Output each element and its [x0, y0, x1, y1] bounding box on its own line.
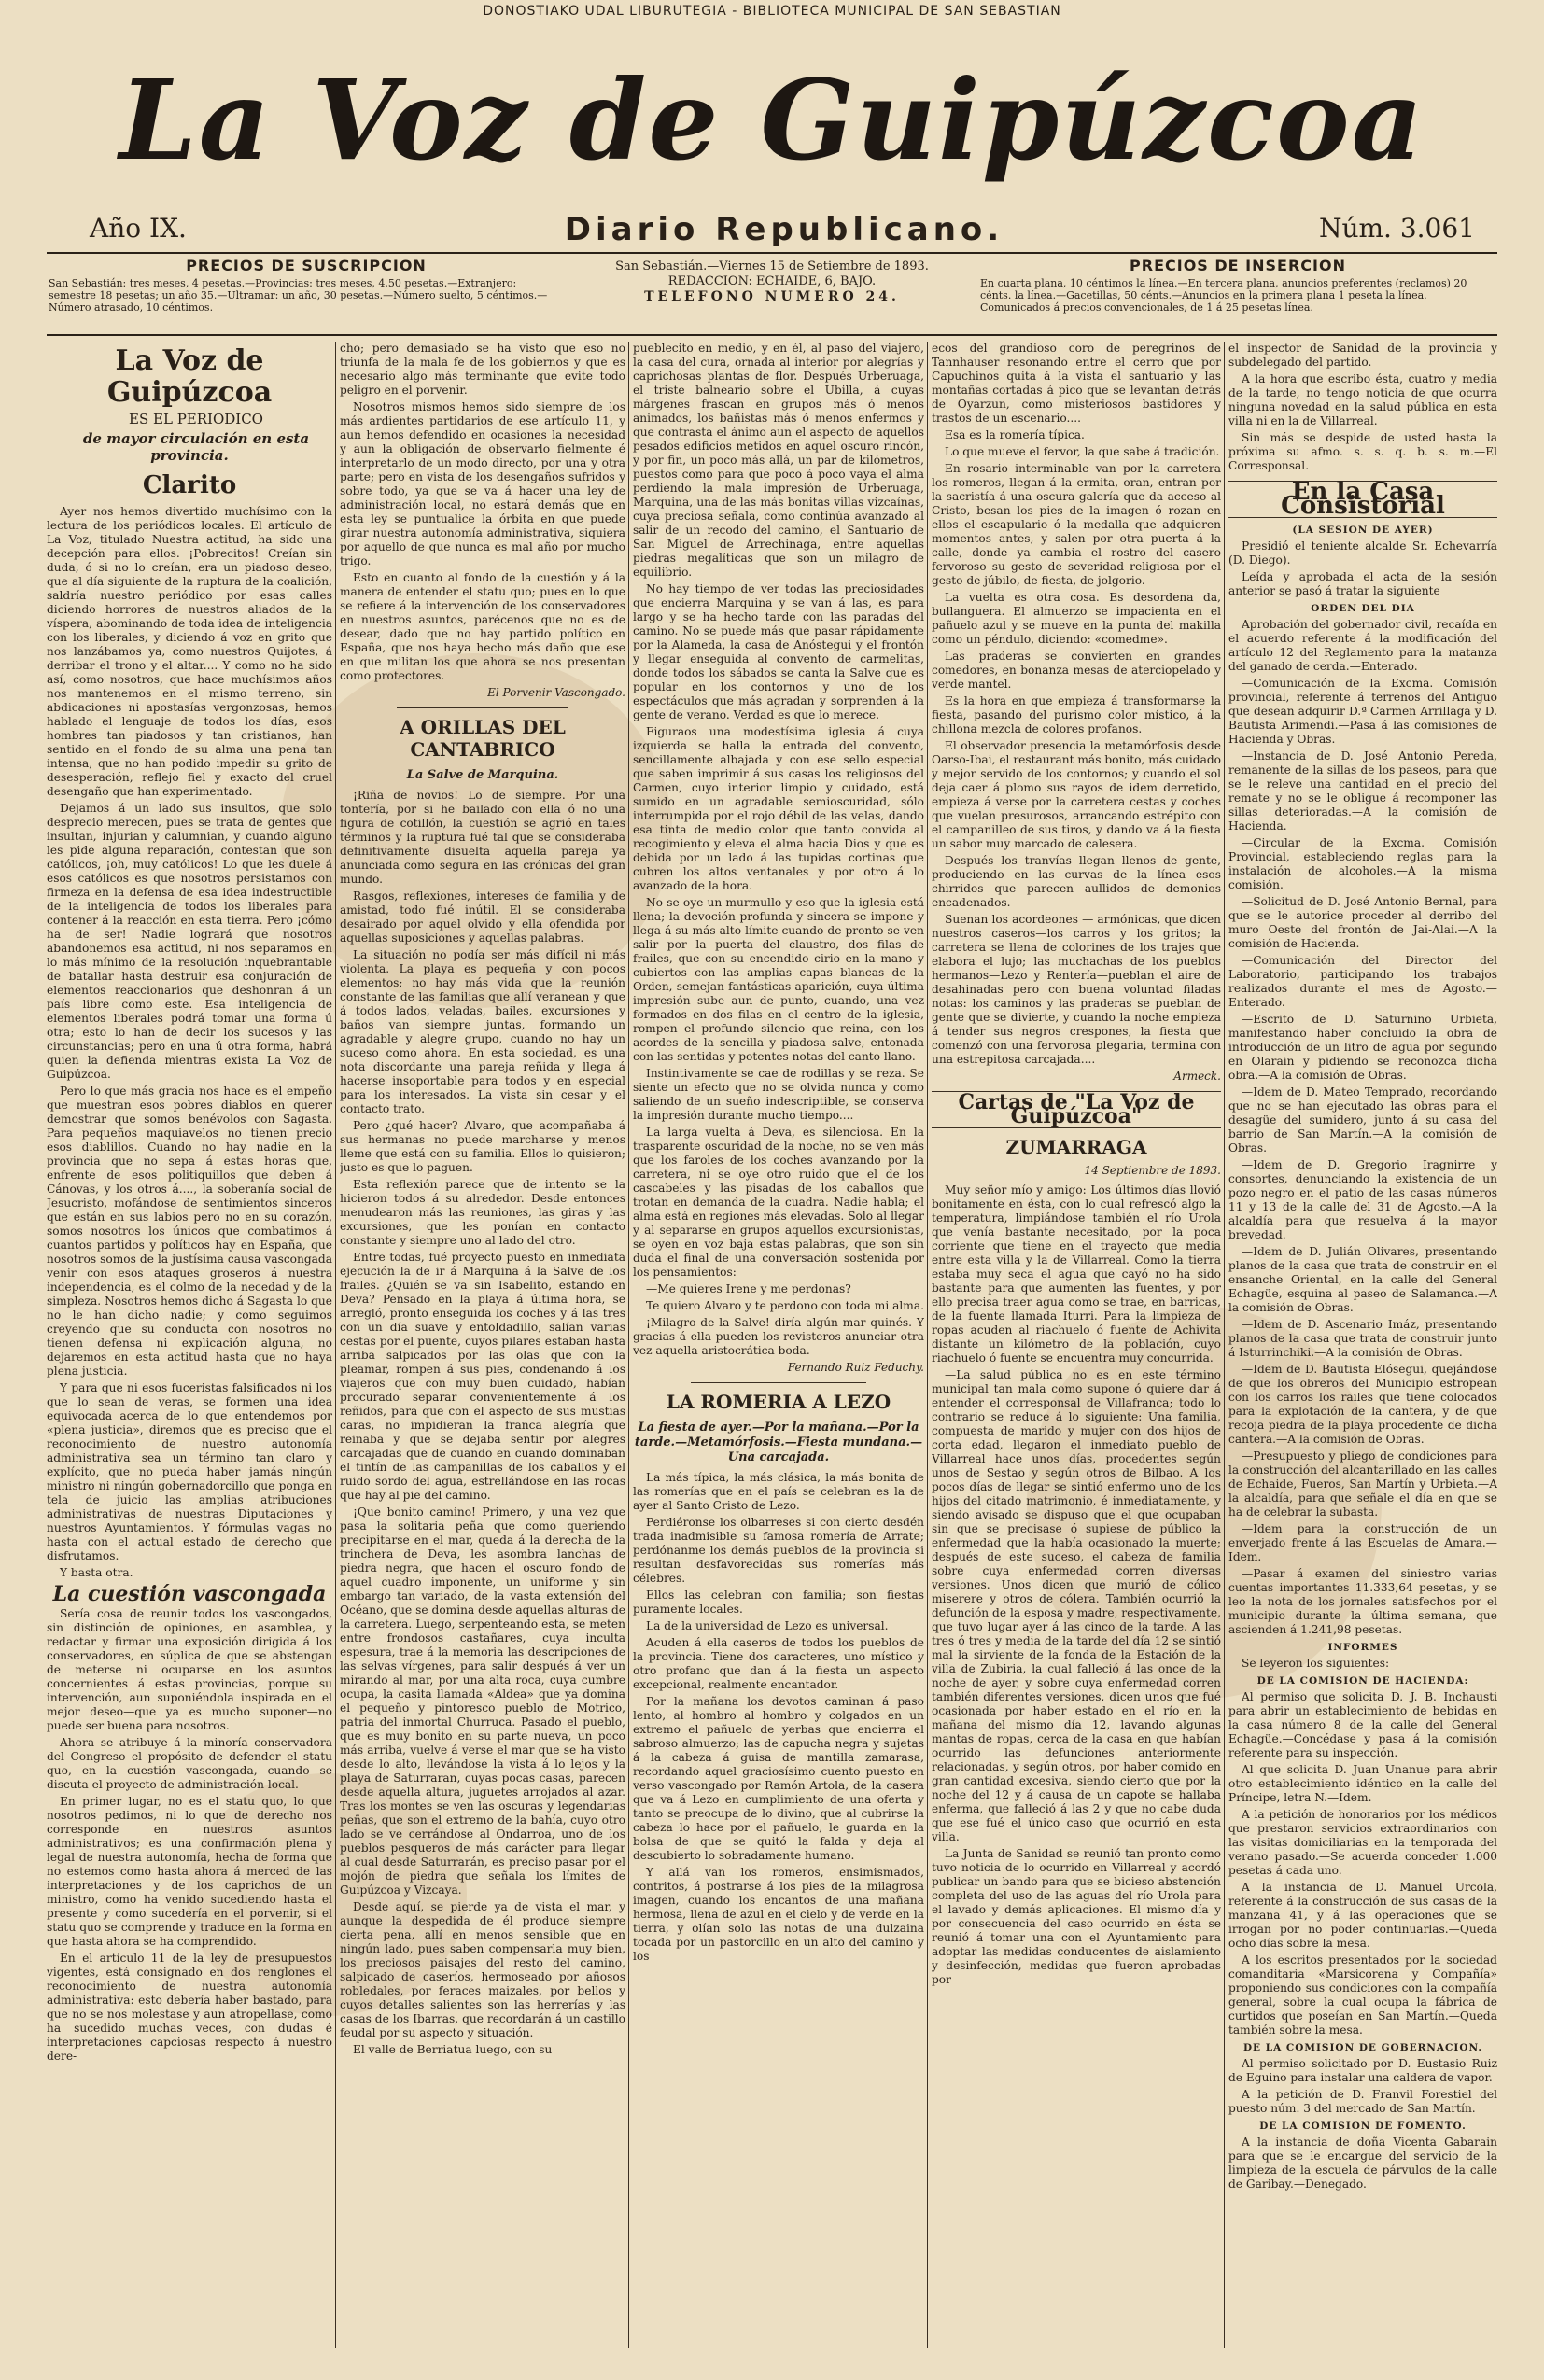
edition-date: San Sebastián.—Viernes 15 de Setiembre de 1893. — [615, 259, 929, 273]
article-paragraph: Después los tranvías llegan llenos de gente, produciendo en las curvas de la línea esos chirridos que parecen aullidos de demonios encadenados. — [932, 854, 1221, 909]
article-paragraph: Las praderas se convierten en grandes comedores, en bonanza mesas de aterciopelado y verde mantel. — [932, 650, 1221, 691]
article-paragraph: A la instancia de doña Vicenta Gabarain para que se le encargue del servicio de la limpieza de la escuela de párvulos de la calle de Garibay.—Denegado. — [1228, 2135, 1497, 2191]
article-paragraph: Esta reflexión parece que de intento se la hicieron todos á su alrededor. Desde entonces menudearon más las reuniones, las giras y las excursiones, que les ponían en contacto constante y siempre uno al lado del otro. — [340, 1178, 625, 1247]
article-paragraph: —Idem de D. Mateo Temprado, recordando que no se han ejecutado las obras para el desagüe del sumidero, junto á su casa del barrio de San Martín.—A la comisión de Obras. — [1228, 1085, 1497, 1155]
article-subheading: DE LA COMISION DE GOBERNACION. — [1242, 2042, 1483, 2053]
article-paragraph: ¡Milagro de la Salve! diría algún mar quinés. Y gracias á ella pueden los revisteros anunciar otra vez aquella aristocrática boda. — [633, 1316, 924, 1357]
article-paragraph: —Comunicación de la Excma. Comisión provincial, referente á terrenos del Antiguo que desean adquirir D.ª Carmen Arrillaga y D. Bautista Arimendi.—Pasa á las comisiones de Hacienda y Obras. — [1228, 677, 1497, 746]
article-paragraph: Al que solicita D. Juan Unanue para abrir otro establecimiento idéntico en la calle del Príncipe, letra N.—Idem. — [1228, 1763, 1497, 1804]
article-paragraph: —Solicitud de D. José Antonio Bernal, para que se le autorice proceder al derribo del muro Oeste del frontón de Jai-Alai.—A la comisión de Hacienda. — [1228, 895, 1497, 950]
article-paragraph: Perdiéronse los olbarreses si con cierto desdén trada inadmisible su famosa romería de Arrate; perdónanme los demás pueblos de la provincia si resultan desfavorecidas sus romerías más célebres. — [633, 1516, 924, 1585]
column-1 — [47, 342, 332, 2348]
article-title-clarito: Clarito — [142, 471, 237, 499]
article-paragraph: Presidió el teniente alcalde Sr. Echevarría (D. Diego). — [1228, 539, 1497, 567]
article-paragraph: A la petición de D. Franvil Forestiel del puesto núm. 3 del mercado de San Martín. — [1228, 2088, 1497, 2115]
article-paragraph: Instintivamente se cae de rodillas y se reza. Se siente un efecto que no se olvida nunca y como saliendo de un sueño indescriptible, se conserva la impresión durante mucho tiempo.... — [633, 1067, 924, 1122]
article-paragraph: Y para que ni esos fuceristas falsificados ni los que lo sean de veras, se formen una idea equivocada acerca de lo que entendemos por «plena justicia», diremos que es preciso que el reconocimiento de nuestro autonomía administrativa sea un término tan claro y explícito, que no pueda haber jamás ningún ministro ni ningún gobernadorcillo que ponga en tela de juicio las amplias atribuciones administrativas de nuestras Diputaciones y nuestros Ayuntamientos. Y fórmulas vagas no hasta con el actual estado de derecho que disfrutamos. — [47, 1381, 332, 1562]
article-paragraph: Ayer nos hemos divertido muchísimo con la lectura de los periódicos locales. El artículo de La Voz, titulado Nuestra actitud, ha sido una decepción para ellos. ¡Pobrecitos! Creían sin duda, ó si no lo creían, era un piadoso deseo, que al día siguiente de la ruptura de la coalición, saldría nuestro periódico por esas calles diciendo horrores de nuestros aliados de la víspera, abominando de toda idea de inteligencia con los liberales, y diciendo á voz en grito que nos lanzábamos ya, como nuestros Quijotes, á derribar el trono y el altar.... Y como no ha sido así, como nosotros, que hace muchísimos años nos mantenemos en el mismo terreno, sin abdicaciones ni apostasías vergonzosas, hemos hablado el lenguaje de todos los días, esos hombres tan piadosos y tan cristianos, han sentido en el fondo de su alma una pena tan intensa, que no han podido impedir su grito de desesperación, reflejo fiel y exacto del cruel desengaño que han experimentado. — [47, 505, 332, 798]
article-paragraph: Aprobación del gobernador civil, recaída en el acuerdo referente á la modificación del artículo 12 del Reglamento para la matanza del ganado de cerda.—Enterado. — [1228, 618, 1497, 673]
article-paragraph: Pero ¿qué hacer? Alvaro, que acompañaba á sus hermanas no puede marcharse y menos lleme que está con su familia. Ellos lo quisieron; justo es que lo paguen. — [340, 1119, 625, 1174]
article-author: Fernando Ruiz Feduchy. — [787, 1361, 924, 1374]
article-paragraph: —Idem de D. Julián Olivares, presentando planos de la casa que trata de construir en el ensanche Oriental, en la calle del General Echagüe, esquina al paseo de Salamanca.—A la comisión de Obras. — [1228, 1245, 1497, 1314]
article-paragraph: La más típica, la más clásica, la más bonita de las romerías que en el país se celebran es la de ayer al Santo Cristo de Lezo. — [633, 1471, 924, 1512]
article-subheading: (LA SESION DE AYER) — [1292, 525, 1434, 536]
article-paragraph: Te quiero Alvaro y te perdono con toda mi alma. — [646, 1299, 924, 1312]
article-subtitle: La fiesta de ayer.—Por la mañana.—Por la tarde.—Metamórfosis.—Fiesta mundana.—Una carcajada. — [634, 1421, 923, 1464]
article-paragraph: Es la hora en que empieza á transformarse la fiesta, pasando del purismo color místico, á la chillona mezcla de colores profanos. — [932, 694, 1221, 735]
article-paragraph: Ellos las celebran con familia; son fiestas puramente locales. — [633, 1589, 924, 1616]
article-author: Armeck. — [1173, 1070, 1221, 1083]
article-paragraph: Se leyeron los siguientes: — [1242, 1657, 1390, 1670]
article-title-orillas-cantabrico: A ORILLAS DEL CANTABRICO — [400, 716, 566, 761]
article-source: El Porvenir Vascongado. — [487, 686, 625, 699]
promo-line: de mayor circulación en esta provincia. — [82, 430, 310, 464]
article-subtitle: La Salve de Marquina. — [406, 768, 559, 782]
article-paragraph: Leída y aprobada el acta de la sesión anterior se pasó á tratar la siguiente — [1228, 570, 1497, 597]
column-2 — [340, 342, 625, 2348]
section-title-cartas: Cartas de "La Voz de Guipúzcoa" — [932, 1091, 1221, 1128]
article-paragraph: ¡Que bonito camino! Primero, y una vez que pasa la solitaria peña que como queriendo precipitarse en el mar, queda á la derecha de la trinchera de Deva, les asombra lanchas de piedra negra, que hacen el oscuro fondo de aquel cuadro imponente, un uniforme y sin embargo tan variado, de la vasta extensión del Océano, que se domina desde aquellas alturas de la carretera. Luego, serpenteando esta, se meten entre frondosos castañares, cuya inculta espesura, trae á la memoria las descripciones de las selvas vírgenes, para salir después á ver un mirando al mar, por una alta roca, cuya cumbre ocupa, la casita llamada «Aldea» que ya domina el pequeño y pintoresco pueblo de Motrico, patria del inmortal Churruca. Pasado el pueblo, que es muy bonito en su parte nueva, un poco más arriba, vuelve á verse el mar que se ha visto desde lo alto, llevándose la vista á lo lejos y la playa de Saturraran, cuyas pocas casas, parecen desde aquella altura, juguetes arrojados al azar. Tras los montes se ven las oscuras y legendarias peñas, que son el extremo de la bahía, cuyo otro lado se ve cerrándose al Ondarroa, uno de los pueblos pesqueros de más carácter para llegar al cual desde Saturrarán, es preciso pasar por el mojón de piedra que señala los límites de Guipúzcoa y Vizcaya. — [340, 1505, 625, 1897]
archive-source-line: DONOSTIAKO UDAL LIBURUTEGIA - BIBLIOTECA MUNICIPAL DE SAN SEBASTIAN — [483, 4, 1061, 19]
article-paragraph: La vuelta es otra cosa. Es desordena da, bullanguera. El almuerzo se impacienta en el pañuelo azul y se mueve en la punta del makilla como un péndulo, diciendo: «comedme». — [932, 591, 1221, 646]
article-paragraph: —Instancia de D. José Antonio Pereda, remanente de la sillas de los paseos, para que se le releve una cantidad en el precio del remate y no se le obligue á recomponer las sillas deterioradas.—A la comisión de Hacienda. — [1228, 749, 1497, 833]
article-paragraph: —Idem de D. Ascenario Imáz, presentando planos de la casa que trata de construir junto á Isturrinchiki.—A la comisión de Obras. — [1228, 1318, 1497, 1359]
article-paragraph: Suenan los acordeones — armónicas, que dicen nuestros caseros—los carros y los gritos; la carretera se llena de colorines de los trajes que elabora el lujo; las muchachas de los pueblos hermanos—Lezo y Rentería—pueblan el aire de desahinadas pero con buena voluntad filadas notas: los caminos y las praderas se pueblan de gente que se divierte, y cuando la noche empieza á tender sus negros crespones, la fiesta que comenzó con una fervorosa plegaria, termina con una estrepitosa carcajada.... — [932, 913, 1221, 1066]
article-paragraph: Sin más se despide de usted hasta la próxima su afmo. s. s. q. b. s. m.—El Corresponsal. — [1228, 431, 1497, 472]
article-paragraph: Esto en cuanto al fondo de la cuestión y á la manera de entender el statu quo; pues en lo que se refiere á la intervención de los conservadores en nuestros asuntos, parécenos que no es de desear, dado que no hay partido político en España, que nos haya hecho más daño que ese en que militan los que ahora se nos presentan como protectores. — [340, 571, 625, 682]
article-paragraph: pueblecito en medio, y en él, al paso del viajero, la casa del cura, ornada al interior por alegrías y caprichosas plantas de flor. Después Urberuaga, el triste balneario sobre el Ubilla, á cuyas márgenes frascan en grupos más ó menos animados, los bañistas más ó menos enfermos y que contrasta el ánimo aun el aspecto de aquellos pesados edificios metidos en aquel oscuro rincón, y por fin, un poco más allá, un par de kilómetros, puestos como para que poco á poco vaya el alma perdiendo la mala impresión de Urberuaga, Marquina, una de las más bonitas villas vizcaínas, cuya preciosa señala, como continúa avanzado al salir de un recodo del camino, el Santuario de San Miguel de Arrechinaga, entre aquellas piedras megalíticas que son un milagro de equilibrio. — [633, 342, 924, 579]
article-paragraph: el inspector de Sanidad de la provincia y subdelegado del partido. — [1228, 342, 1497, 369]
advertising-prices-title: PRECIOS DE INSERCION — [1130, 257, 1346, 274]
article-paragraph: A los escritos presentados por la sociedad comanditaria «Marsicorena y Compañía» proponiendo sus condiciones con la compañía general, sobre la cual ocupa la fábrica de curtidos que poseían en San Martín.—Queda también sobre la mesa. — [1228, 1953, 1497, 2037]
article-paragraph: —Presupuesto y pliego de condiciones para la construcción del alcantarillado en las calles de Echaide, Fueros, San Martín y Urbieta.—A la alcaldía, para que señale el día en que se ha de celebrar la subasta. — [1228, 1449, 1497, 1519]
article-title-cuestion-vascongada: La cuestión vascongada — [52, 1582, 327, 1606]
article-paragraph: A la instancia de D. Manuel Urcola, referente á la construcción de sus casas de la manzana 41, y á las operaciones que se irrogan por no poder continuarlas.—Queda ocho días sobre la mesa. — [1228, 1881, 1497, 1950]
header-rule — [47, 252, 1497, 254]
telephone-number: TELEFONO NUMERO 24. — [644, 289, 900, 304]
article-date: 14 Septiembre de 1893. — [1084, 1164, 1221, 1177]
article-paragraph: Acuden á ella caseros de todos los pueblos de la provincia. Tiene dos caracteres, uno místico y otro profano que dan á la fiesta un aspecto excepcional, realmente encantador. — [633, 1636, 924, 1691]
article-paragraph: No se oye un murmullo y eso que la iglesia está llena; la devoción profunda y sincera se impone y llega á su más alto límite cuando de pronto se ven salir por la puerta del claustro, dos filas de frailes, que con su encendido cirio en la mano y cubiertos con las amplias capas blancas de la Orden, semejan fantásticas aparición, cuya última impresión sube aun de punto, cuando, una vez formados en dos filas en el centro de la iglesia, rompen el profundo silencio que reina, con los acordes de la sencilla y piadosa salve, entonada con las sentidas y potentes notas del canto llano. — [633, 896, 924, 1063]
article-subheading: DE LA COMISION DE FOMENTO. — [1259, 2121, 1467, 2132]
article-paragraph: La Junta de Sanidad se reunió tan pronto como tuvo noticia de lo ocurrido en Villarreal y acordó publicar un bando para que se bicieso abstención completa del uso de las aguas del río Urola para el lavado y demás aplicaciones. El mismo día y por consecuencia del caso ocurrido en ésta se reunió á tomar una con el Ayuntamiento para adoptar las medidas conducentes de aislamiento y desinfección, medidas que fueron aprobadas por — [932, 1847, 1221, 1986]
subscription-prices-box — [49, 259, 564, 329]
newspaper-masthead: La Voz de Guipúzcoa — [119, 55, 1425, 185]
newspaper-subtitle: Diario Republicano. — [564, 211, 1004, 248]
column-5 — [1228, 342, 1497, 2348]
article-separator — [397, 707, 568, 708]
article-title-casa-consistorial: En la Casa Consistorial — [1228, 481, 1497, 518]
article-paragraph: En rosario interminable van por la carretera los romeros, llegan á la ermita, oran, entran por la sacristía á una oscura galería que da acceso al Cristo, besan los pies de la imagen ó rozan en ellos el escapulario ó la medalla que adquieren momentos antes, y salen por otra puerta á la calle, donde ya cambia el rostro del casero fervoroso su gesto de severidad religiosa por el gesto de júbilo, de fiesta, de jolgorio. — [932, 462, 1221, 587]
article-paragraph: El observador presencia la metamórfosis desde Oarso-Ibai, el restaurant más bonito, más cuidado y mejor servido de los contornos; y cuando el sol deja caer á plomo sus rayos de idem derretido, empieza á verse por la carretera cestas y coches que vuelan presurosos, arrancando estrépito con el campanilleo de sus tiros, y dando va á la fiesta un sabor muy marcado de calesera. — [932, 739, 1221, 850]
article-paragraph: En primer lugar, no es el statu quo, lo que nosotros pedimos, ni lo que de derecho nos corresponde en nuestros asuntos administrativos; es una confirmación plena y legal de nuestra autonomía, hecha de forma que no estemos como hasta ahora á merced de las interpretaciones y de los caprichos de un ministro, como ha venido sucediendo hasta el presente y como sucedería en el porvenir, si el statu quo se comprende y traduce en la forma en que hasta ahora se ha comprendido. — [47, 1795, 332, 1948]
article-paragraph: Por la mañana los devotos caminan á paso lento, al hombro al hombro y colgados en un extremo el pañuelo de yerbas que encierra el sabroso almuerzo; las de capucha negra y sujetas á la cabeza á guisa de mantilla zamarasa, recordando aquel graciosísimo cuento puesto en verso vascongado por Ramón Artola, de la casera que va á Lezo en cumplimiento de una oferta y tanto se preocupa de lo divino, que al cubrirse la cabeza lo hace por el pañuelo, le guarda en la bolsa de que se quitó la falda y deja al descubierto lo sobradamente humano. — [633, 1695, 924, 1862]
article-paragraph: Figuraos una modestísima iglesia á cuya izquierda se halla la entrada del convento, sencillamente albajada y con ese sello especial que saben imprimir á sus casas los religiosos del Carmen, cuyo interior limpio y cuidado, está sumido en un agradable semioscuridad, sólo interrumpida por el rojo débil de las velas, dando esa tinta de medio color que tanto convida al recogimiento y eleva el alma hacia Dios y que es debida por un lado á las tupidas cortinas que cubren los altos ventanales y por otro á lo avanzado de la hora. — [633, 725, 924, 892]
article-subheading: DE LA COMISION DE HACIENDA: — [1256, 1675, 1469, 1687]
article-paragraph: —Idem de D. Gregorio Iragnirre y consortes, denunciando la existencia de un pozo negro en el patio de las casas números 11 y 13 de la calle del 31 de Agosto.—A la alcaldía para que resuelva á la mayor brevedad. — [1228, 1158, 1497, 1241]
article-paragraph: Lo que mueve el fervor, la que sabe á tradición. — [945, 445, 1220, 458]
article-paragraph: A la petición de honorarios por los médicos que prestaron servicios extraordinarios con las visitas domiciliarias en la temporada del verano pasado.—Se acuerda conceder 1.000 pesetas á cada uno. — [1228, 1808, 1497, 1877]
article-paragraph: Entre todas, fué proyecto puesto en inmediata ejecución la de ir á Marquina á la Salve de los frailes. ¿Quién se va sin Isabelito, estando en Deva? Pensado en la playa á última hora, se arregló, pronto enseguida los coches y á las tres con un día suave y entoldadillo, salían varias cestas por el puente, cuyos pilares estaban hasta arriba salpicados por las olas que con la pleamar, rompen á sus pies, condenando á los viajeros que con muy buen cuidado, habían procurado separar convenientemente á los reñidos, para que con el aspecto de sus mustias caras, no impidieran la franca alegría que reinaba y que se dejaba sentir por alegres carcajadas que de cuando en cuando dominaban el tintín de las campanillas de los caballos y el ruido sordo del agua, estrellándose en las rocas que hay al pie del camino. — [340, 1251, 625, 1502]
article-subheading: INFORMES — [1327, 1642, 1398, 1653]
editorial-address: REDACCION: ECHAIDE, 6, BAJO. — [667, 274, 877, 288]
article-paragraph: ecos del grandioso coro de peregrinos de Tannhauser resonando entre el cerro que por Capuchinos quita á la vista el santuario y las montañas cortadas á pico que se levantan detrás de Oyarzun, como misteriosos bastidores y trastos de un escenario.... — [932, 342, 1221, 425]
promo-line: ES EL PERIODICO — [129, 411, 263, 427]
article-paragraph: Y allá van los romeros, ensimismados, contritos, á postrarse á los pies de la milagrosa imagen, cuando los encantos de una mañana hermosa, llena de azul en el cielo y de verde en la tierra, y olían solo las notas de una dulzaina tocada por un pastorcillo en un alto del camino y los — [633, 1866, 924, 1963]
subscription-prices-title: PRECIOS DE SUSCRIPCION — [186, 257, 427, 274]
article-paragraph: cho; pero demasiado se ha visto que eso no triunfa de la mala fe de los gobiernos y que es necesario algo más terminante que evite todo peligro en el porvenir. — [340, 342, 625, 397]
column-divider — [927, 342, 928, 2348]
article-paragraph: La larga vuelta á Deva, es silenciosa. En la trasparente oscuridad de la noche, no se ven más que los faroles de los coches avanzando por la carretera, ni se oye otro ruido que el de los cascabeles y las pisadas de los caballos que trotan en demanda de la cuadra. Nadie habla; el alma está en regiones más elevadas. Solo al llegar y al separarse en grupos aquellos excursionistas, se oyen en voz baja estas palabras, que son sin duda el final de una conversación sostenida por los pensamientos: — [633, 1126, 924, 1279]
issue-year: Año IX. — [90, 213, 187, 244]
article-title-zumarraga: ZUMARRAGA — [1005, 1136, 1147, 1158]
article-paragraph: Esa es la romería típica. — [945, 428, 1085, 441]
column-divider — [1224, 342, 1225, 2348]
article-paragraph: ¡Riña de novios! Lo de siempre. Por una tontería, por si he bailado con ella ó no una figura de cotillón, la cuestión se agrió en tales términos y la ruptura fué tal que se consideraba definitivamente disuelta aquella pareja ya anunciada como segura en las crónicas del gran mundo. — [340, 789, 625, 886]
article-paragraph: Sería cosa de reunir todos los vascongados, sin distinción de opiniones, en asamblea, y redactar y firmar una exposición dirigida á los conservadores, en súplica de que se abstengan de meterse ni ocuparse en los asuntos concernientes á estas provincias, porque su intervención, aun suponiéndola inspirada en el mejor deseo—que ya es mucho suponer—no puede ser buena para nosotros. — [47, 1607, 332, 1732]
column-3 — [633, 342, 924, 2348]
article-paragraph: En el artículo 11 de la ley de presupuestos vigentes, está consignado en dos renglones el reconocimiento de nuestra autonomía administrativa: esto debería haber bastado, para que no se nos molestase y aun atropellase, como ha sucedido muchas veces, con dudas é interpretaciones capciosas respecto á nuestro dere- — [47, 1952, 332, 2063]
article-paragraph: —Comunicación del Director del Laboratorio, participando los trabajos realizados durante el mes de Agosto.—Enterado. — [1228, 954, 1497, 1009]
advertising-prices-box — [980, 259, 1495, 329]
subscription-prices-text: San Sebastián: tres meses, 4 pesetas.—Provincias: tres meses, 4,50 pesetas.—Extranjero: semestre 18 pesetas; un año 35.—Ultramar: un año, 30 pesetas.—Número suelto, 5 céntimos.—Número atrasado, 10 céntimos. — [49, 277, 548, 314]
article-paragraph: Pero lo que más gracia nos hace es el empeño que muestran esos pobres diablos en querer demostrar que somos benévolos con Sagasta. Para pequeños maquiavelos no tienen precio esos diablillos. Cuando no hay nadie en la provincia que no sepa á estas horas que, enfrente de esos politiquillos que deben á Cánovas, y los otros á...., la soberanía social de Jesucristo, mofándose de sentimientos sinceros que están en sus labios pero no en su corazón, somos nosotros los únicos que combatimos á cuantos partidos y políticos hay en España, que nosotros somos de la justísima causa vascongada venir con esos ataques groseros á nuestra independencia, es el colmo de la necedad y de la simpleza. Nosotros hemos dicho á Sagasta lo que no le han dicho nadie; y como seguimos creyendo que su conducta con nosotros no tienen defensa ni explicación alguna, no dejaremos en esta actitud hasta que no haya plena justicia. — [47, 1085, 332, 1378]
article-paragraph: No hay tiempo de ver todas las preciosidades que encierra Marquina y se van á las, es para largo y se ha hecho tarde con las paradas del camino. No se puede más que pasar rápidamente por la Alameda, la casa de Anóstegui y el frontón y llegar enseguida al convento de carmelitas, donde todos los sábados se canta la Salve que es popular en los contornos y uno de los espectáculos que más agradan y sorprenden á la gente de verano. Verdad es que lo merece. — [633, 582, 924, 721]
article-paragraph: La de la universidad de Lezo es universal. — [646, 1619, 889, 1632]
article-paragraph: La situación no podía ser más difícil ni más violenta. La playa es pequeña y con pocos elementos; no hay más vida que la reunión constante de las familias que allí veranean y que á todos lados, veladas, bailes, excursiones y baños van siempre juntas, formando un agradable y alegre grupo, cuando no hay un suceso como ahora. En esta sociedad, es una nota discordante una pareja reñida y llega á hacerse insoportable para todos y en especial para los interesados. La vista sin cesar y el contacto trato. — [340, 948, 625, 1115]
column-divider — [628, 342, 629, 2348]
edition-info-box — [579, 259, 965, 329]
columns-top-rule — [47, 334, 1497, 336]
article-paragraph: —Circular de la Excma. Comisión Provincial, estableciendo reglas para la instalación de alcoholes.—A la misma comisión. — [1228, 836, 1497, 891]
article-paragraph: —Idem de D. Bautista Elósegui, quejándose de que los obreros del Municipio estropean con los carros los railes que tiene colocados para la explotación de la cantera, y de que recoja piedra de la playa procedente de dicha cantera.—A la comisión de Obras. — [1228, 1363, 1497, 1446]
column-4 — [932, 342, 1221, 2348]
article-paragraph: Desde aquí, se pierde ya de vista el mar, y aunque la despedida de él produce siempre cierta pena, allí en menos sensible que en ningún lado, pues saben compensarla muy bien, los preciosos paisajes del resto del camino, salpicado de caseríos, hermoseado por añosos robledales, por feraces maizales, por bellos y cuyos detalles salientes son las herrerías y las casas de los Ibarras, que recordarán á un castillo feudal por su aspecto y situación. — [340, 1900, 625, 2039]
article-paragraph: —Idem para la construcción de un enverjado frente á las Escuelas de Amara.—Idem. — [1228, 1522, 1497, 1563]
article-paragraph: —Me quieres Irene y me perdonas? — [646, 1282, 851, 1295]
article-paragraph: Ahora se atribuye á la minoría conservadora del Congreso el propósito de defender el statu quo, en la cuestión vascongada, cuando se discuta el proyecto de administración local. — [47, 1736, 332, 1791]
article-title-romeria-lezo: LA ROMERIA A LEZO — [666, 1391, 891, 1413]
article-paragraph: Y basta otra. — [60, 1566, 133, 1579]
article-paragraph: El valle de Berriatua luego, con su — [353, 2043, 553, 2056]
article-paragraph: —La salud pública no es en este término municipal tan mala como supone ó quiere dar á entender el corresponsal de Villafranca; todo lo contrario se reduce á lo siguiente: Una familia, compuesta de marido y mujer con dos hijos de corta edad, llegaron el inmediato pueblo de Villarreal hace unos días, procedentes según unos de Sestao y según otros de Bilbao. A los pocos días de llegar se sintió enfermo uno de los hijos del citado matrimonio, é inmediatamente, y siendo avisado se dispuso que el que ocupaban sin que se precisase ó supiese de público la enfermedad que la había ocasionado la muerte; después de este suceso, el cabeza de familia sobre cuya enfermedad corren diversas versiones. Unos dicen que murió de cólico miserere y otros de cólera. También ocurrió la defunción de la esposa y madre, respectivamente, que tuvo lugar ayer á las cinco de la tarde. A las tres ó tres y media de la tarde del día 12 se sintió mal la sirviente de la fonda de la Estación de la villa de Zubiria, la cual falleció á las once de la noche de ayer, y sobre cuya enfermedad corren también diferentes versiones, dicen unos que fué ocasionada por haber estado en el río en la mañana del mismo día 12, lavando algunas mantas de ropas, cerca de la casa en que habían ocurrido las defunciones anteriormente relacionadas, y según otros, por haber comido en gran cantidad excesiva, siendo cierto que por la noche del 12 y á causa de un capote se hallaba enferma, que falleció á las 2 y que no cabe duda que ese fué el único caso que ocurrió en esta villa. — [932, 1368, 1221, 1843]
article-paragraph: Al permiso que solicita D. J. B. Inchausti para abrir un establecimiento de bebidas en la casa número 8 de la calle del General Echagüe.—Concédase y pasa á la comisión referente para su inspección. — [1228, 1690, 1497, 1759]
article-subheading: ORDEN DEL DIA — [1311, 603, 1415, 614]
promo-title: La Voz de Guipúzcoa — [106, 344, 273, 409]
article-paragraph: Rasgos, reflexiones, intereses de familia y de amistad, todo fué inútil. El se consideraba desairado por aquel olvido y ella ofendida por aquellas suposiciones y aquellas palabras. — [340, 889, 625, 945]
article-separator — [691, 1382, 865, 1383]
article-paragraph: Dejamos á un lado sus insultos, que solo desprecio merecen, pues se trata de gentes que insultan, injurian y calumnian, y cuando alguno les pide alguna reparación, contestan que son católicos, ¡oh, muy católicos! Lo que les duele á esos católicos es que nosotros persistamos con firmeza en la defensa de esa idea indestructible de la inteligencia de todos los liberales para contener á la reacción en esta tierra. Pero ¡cómo ha de ser! Nadie logrará que nosotros abandonemos esa actitud, ni nos separamos en lo más mínimo de la resolución inquebrantable de batallar hasta destruir esa conjuración de elementos reaccionarios que deshonran á un país libre como este. Esa inteligencia de elementos liberales podrá tomar una forma ú otra; esto lo han de decir los sucesos y las circunstancias; pero en una ú otra forma, habrá quien la defienda mientras exista La Voz de Guipúzcoa. — [47, 802, 332, 1081]
article-paragraph: Nosotros mismos hemos sido siempre de los más ardientes partidarios de ese artículo 11, y aun hemos defendido en ocasiones la necesidad y aun la obligación de observarlo fielmente é interpretarlo de un modo directo, por una y otra parte; pero en vista de los desengaños sufridos y sobre todo, ya que se va á hacer una ley de administración local, no estará demás que en esta ley se puntualice la órbita en que puede girar nuestra autonomía administrativa, siquiera por aquello de que nunca es mal año por mucho trigo. — [340, 400, 625, 567]
column-divider — [335, 342, 336, 2348]
article-paragraph: —Escrito de D. Saturnino Urbieta, manifestando haber concluido la obra de introducción de un litro de agua por segundo en Olarain y pidiendo se reconozca dicha obra.—A la comisión de Obras. — [1228, 1013, 1497, 1082]
advertising-prices-text: En cuarta plana, 10 céntimos la línea.—En tercera plana, anuncios preferentes (reclamos) 20 cénts. la línea.—Gacetillas, 50 cénts.—Anuncios en la primera plana 1 peseta la línea. Comunicados á precios convencionales, de 1 á 25 pesetas línea. — [980, 277, 1467, 314]
article-paragraph: Muy señor mío y amigo: Los últimos días llovió bonitamente en ésta, con lo cual refrescó algo la temperatura, limpiándose también el río Urola que venía bastante necesitado, por la poca corriente que tiene en el trayecto que media entre esta villa y la de Villarreal. Como la tierra estaba muy seca el agua que cayó no ha sido bastante para que aumenten las fuentes, y por ello precisa traer agua como se trae, en barricas, de la fuente llamada Iturri. Para la limpieza de ropas acuden al riachuelo ó fuente de Achivita distante un kilómetro de la población, cuyo riachuelo ó fuente se encuentra muy concurrida. — [932, 1183, 1221, 1365]
issue-number: Núm. 3.061 — [1318, 213, 1475, 244]
article-paragraph: A la hora que escribo ésta, cuatro y media de la tarde, no tengo noticia de que ocurra ninguna novedad en la salud pública en esta villa ni en la de Villarreal. — [1228, 372, 1497, 427]
article-paragraph: Al permiso solicitado por D. Eustasio Ruiz de Eguino para instalar una caldera de vapor. — [1228, 2057, 1497, 2084]
article-paragraph: —Pasar á examen del siniestro varias cuentas importantes 11.333,64 pesetas, y se leo la nota de los jornales satisfechos por el municipio durante la última semana, que ascienden á 1.241,98 pesetas. — [1228, 1567, 1497, 1636]
